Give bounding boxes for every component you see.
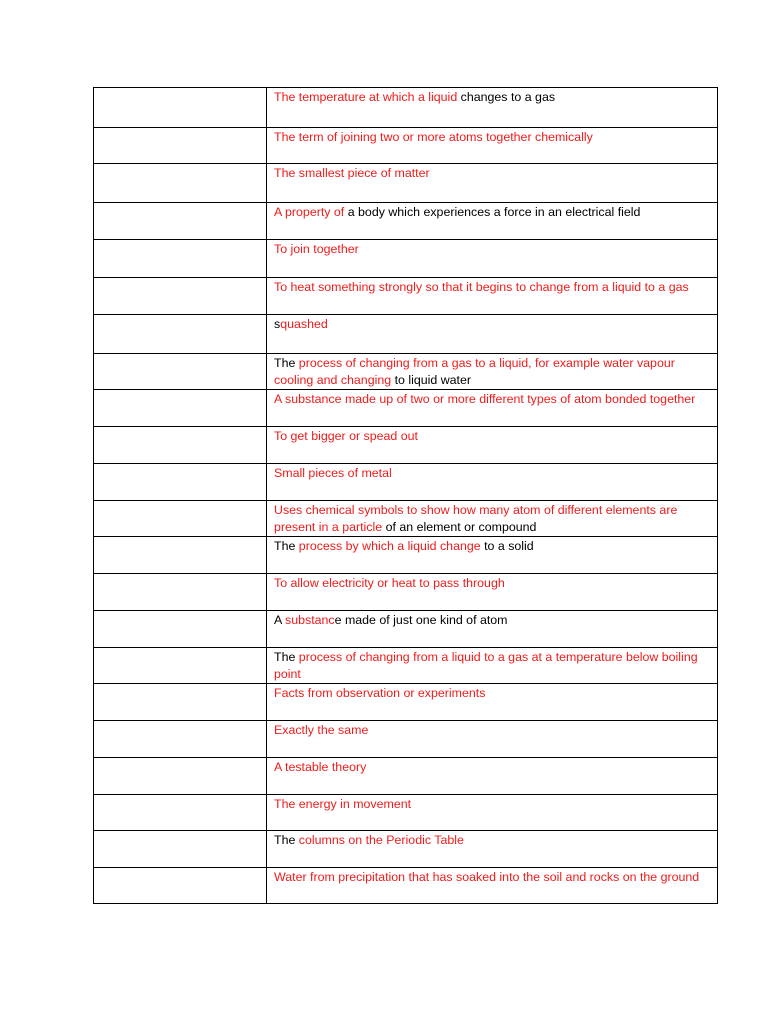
table-row: [94, 868, 718, 904]
table-row: [94, 574, 718, 611]
table-row: [94, 831, 718, 868]
definition-text-segment: A property of: [274, 205, 348, 219]
definition-text-segment: Facts from observation or experiments: [274, 686, 486, 700]
term-cell[interactable]: [94, 278, 267, 315]
definition-text-segment: To heat something strongly so that it be: [274, 280, 490, 294]
definition-text-segment: e made of just one kind of atom: [334, 613, 508, 627]
table-row: [94, 427, 718, 464]
definition-text-segment: A testable theory: [274, 760, 367, 774]
term-cell[interactable]: [94, 611, 267, 648]
definition-text-segment: to liquid water: [394, 372, 472, 387]
term-cell[interactable]: [94, 164, 267, 203]
definition-text-segment: columns on the Periodic Table: [298, 833, 464, 847]
term-cell[interactable]: [94, 88, 267, 128]
definition-cell: [267, 501, 718, 537]
term-cell[interactable]: [94, 240, 267, 278]
definition-text-segment: The: [274, 539, 299, 553]
definition-text-segment: A: [274, 613, 286, 627]
definition-text-segment: s: [274, 317, 281, 331]
table-row: [94, 684, 718, 721]
table-row: [94, 648, 718, 684]
definition-cell: [267, 278, 718, 315]
table-row: [94, 611, 718, 648]
table-row: [94, 795, 718, 831]
definition-cell: [267, 758, 718, 795]
term-cell[interactable]: [94, 758, 267, 795]
definition-cell: [267, 868, 718, 904]
definition-text-segment: substanc: [285, 613, 335, 627]
term-cell[interactable]: [94, 574, 267, 611]
term-cell[interactable]: [94, 354, 267, 390]
definition-text-segment: g: [489, 280, 497, 294]
table-row: [94, 537, 718, 574]
definition-cell: [267, 537, 718, 574]
table-row: [94, 315, 718, 354]
table-row: [94, 721, 718, 758]
definition-cell: [267, 648, 718, 684]
definition-text-segment: To join together: [274, 242, 359, 256]
table-row: [94, 203, 718, 240]
table-row: [94, 278, 718, 315]
definitions-table-body: [94, 88, 718, 904]
definition-text-segment: to a solid: [484, 539, 534, 553]
definition-text-segment: The smallest piece of matter: [274, 166, 430, 180]
definition-cell: [267, 88, 718, 128]
term-cell[interactable]: [94, 128, 267, 164]
definition-text-segment: a body which experiences a force in an electrical field: [347, 205, 641, 219]
definition-cell: [267, 831, 718, 868]
definition-cell: [267, 240, 718, 278]
term-cell[interactable]: [94, 648, 267, 684]
definition-text-segment: changes to a gas: [460, 90, 556, 104]
definition-cell: [267, 574, 718, 611]
table-row: [94, 88, 718, 128]
definitions-table: [93, 87, 718, 904]
definition-text-segment: The temperature at which a liquid: [274, 90, 461, 104]
table-row: [94, 501, 718, 537]
definition-text-segment: ins to change from a liquid to a gas: [496, 280, 689, 294]
definition-text-segment: process of changing from a liquid to a gas at a temperature below boiling point: [274, 650, 698, 681]
table-row: [94, 128, 718, 164]
definition-text-segment: quashed: [280, 317, 328, 331]
term-cell[interactable]: [94, 315, 267, 354]
table-row: [94, 354, 718, 390]
definition-text-segment: The energy in movement: [274, 797, 412, 811]
table-row: [94, 240, 718, 278]
definition-text-segment: Exactly the same: [274, 723, 369, 737]
term-cell[interactable]: [94, 464, 267, 501]
definition-cell: [267, 390, 718, 427]
term-cell[interactable]: [94, 390, 267, 427]
definition-text-segment: process of changing from a gas to a liquid, for example water vapour cooling and changing: [274, 356, 675, 387]
definition-text-segment: To get bigger or spead out: [274, 429, 418, 443]
definition-cell: [267, 128, 718, 164]
definition-text-segment: Small pieces of metal: [274, 466, 392, 480]
definition-text-segment: To allow electricity or heat to pass through: [274, 576, 505, 590]
term-cell[interactable]: [94, 831, 267, 868]
definition-cell: [267, 315, 718, 354]
definition-cell: [267, 611, 718, 648]
term-cell[interactable]: [94, 868, 267, 904]
table-row: [94, 758, 718, 795]
definition-text-segment: Uses chemical symbols to show how many atom of different elements are present in a particle: [274, 503, 678, 534]
definition-cell: [267, 721, 718, 758]
term-cell[interactable]: [94, 684, 267, 721]
term-cell[interactable]: [94, 721, 267, 758]
table-row: [94, 164, 718, 203]
definition-cell: [267, 464, 718, 501]
definition-text-segment: The term of joining two or more atoms together chemically: [274, 130, 593, 144]
definition-text-segment: The: [274, 650, 299, 664]
term-cell[interactable]: [94, 537, 267, 574]
definition-cell: [267, 164, 718, 203]
definition-text-segment: process by which a liquid change: [298, 539, 485, 553]
definition-text-segment: The: [274, 356, 299, 370]
definition-cell: [267, 427, 718, 464]
table-row: [94, 464, 718, 501]
table-row: [94, 390, 718, 427]
definition-cell: [267, 203, 718, 240]
definition-text-segment: of an element or compound: [385, 519, 537, 534]
term-cell[interactable]: [94, 203, 267, 240]
term-cell[interactable]: [94, 427, 267, 464]
definition-cell: [267, 684, 718, 721]
definition-text-segment: A substance made up of two or more different types of atom bonded together: [274, 392, 696, 406]
term-cell[interactable]: [94, 501, 267, 537]
definition-cell: [267, 795, 718, 831]
definition-text-segment: The: [274, 833, 299, 847]
definition-text-segment: Water from precipitation that has soaked into the soil and rocks on the ground: [274, 870, 700, 884]
term-cell[interactable]: [94, 795, 267, 831]
definition-cell: [267, 354, 718, 390]
